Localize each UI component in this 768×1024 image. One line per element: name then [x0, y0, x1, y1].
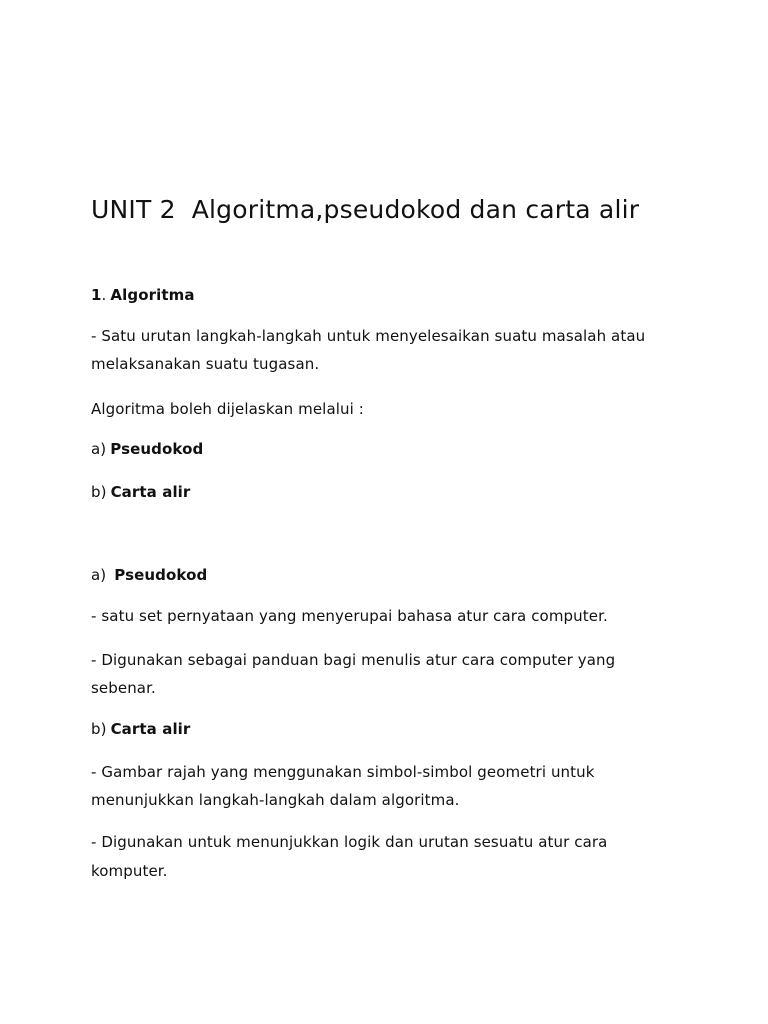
algoritma-definition-line-2: melaksanakan suatu tugasan.	[91, 355, 320, 373]
list-label: Carta alir	[110, 483, 191, 501]
list-marker: b)	[91, 483, 107, 501]
unit-label: UNIT 2	[91, 195, 176, 224]
list-marker: a)	[91, 440, 107, 458]
subheading-text: Pseudokod	[114, 566, 208, 584]
list-label: Pseudokod	[110, 440, 204, 458]
carta-alir-point-1-line-2: menunjukkan langkah-langkah dalam algoritma.	[91, 791, 460, 809]
pseudokod-point-2-line-2: sebenar.	[91, 679, 156, 697]
page-title	[91, 194, 639, 226]
algoritma-definition-line-1: - Satu urutan langkah-langkah untuk menyelesaikan suatu masalah atau	[91, 327, 646, 345]
carta-alir-point-2-line-2: komputer.	[91, 862, 168, 880]
algoritma-intro: Algoritma boleh dijelaskan melalui :	[91, 400, 364, 418]
section-number: 1	[91, 286, 102, 304]
subheading-pseudokod	[91, 565, 207, 585]
list-item-pseudokod	[91, 439, 203, 459]
pseudokod-point-1: - satu set pernyataan yang menyerupai bahasa atur cara computer.	[91, 607, 608, 625]
section-heading-text: Algoritma	[110, 286, 195, 304]
subheading-marker: b)	[91, 720, 107, 738]
carta-alir-point-1-line-1: - Gambar rajah yang menggunakan simbol-simbol geometri untuk	[91, 763, 595, 781]
carta-alir-point-2-line-1: - Digunakan untuk menunjukkan logik dan urutan sesuatu atur cara	[91, 833, 608, 851]
subheading-text: Carta alir	[110, 720, 191, 738]
title-text: Algoritma,pseudokod dan carta alir	[191, 195, 640, 224]
pseudokod-point-2-line-1: - Digunakan sebagai panduan bagi menulis atur cara computer yang	[91, 651, 616, 669]
subheading-carta-alir	[91, 719, 190, 739]
section-heading-algoritma: 1. Algoritma	[91, 286, 195, 304]
subheading-marker: a)	[91, 566, 107, 584]
list-item-carta-alir	[91, 482, 190, 502]
